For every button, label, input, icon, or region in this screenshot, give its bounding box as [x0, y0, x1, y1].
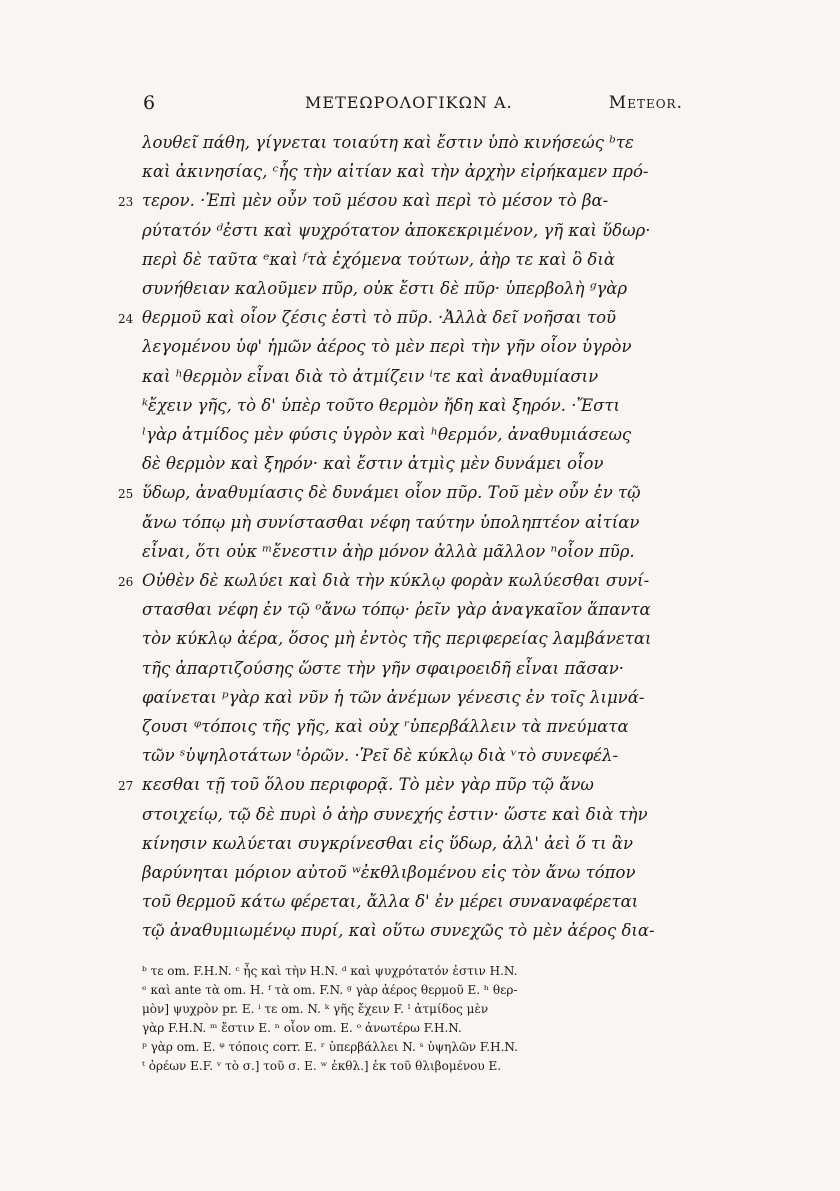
text-line: στασθαι νέφη ἐν τῷ ᵒἄνω τόπῳ· ῥεῖν γὰρ ἀναγκαῖον ἅπαντα — [142, 600, 651, 620]
text-line: τὸν κύκλῳ ἀέρα, ὅσος μὴ ἐντὸς τῆς περιφερείας λαμβάνεται — [142, 629, 652, 649]
text-line: λουθεῖ πάθη, γίγνεται τοιαύτη καὶ ἔστιν ὑπὸ κινήσεώς ᵇτε — [142, 133, 634, 152]
line-number — [118, 595, 142, 625]
text-line: λεγομένου ὑφ' ἡμῶν ἀέρος τὸ μὲν περὶ τὴν γῆν οἷον ὑγρὸν — [142, 337, 632, 357]
running-title: ΜΕΤΕΩΡΟΛΟΓΙΚΩΝ Α. — [305, 93, 513, 112]
text-line: κίνησιν κωλύεται συγκρίνεσθαι εἰς ὕδωρ, ἀλλ' ἀεὶ ὅ τι ἂν — [142, 833, 634, 853]
line-number — [118, 391, 142, 421]
line-number — [118, 829, 142, 859]
apparatus-line: ᵇ τε om. F.H.N. ᶜ ἧς καὶ τὴν H.N. ᵈ καὶ ψυχρότατόν ἐστιν H.N. — [142, 964, 518, 978]
text-line: εἶναι, ὅτι οὐκ ᵐἔνεστιν ἀὴρ μόνον ἀλλὰ μᾶλλον ⁿοἷον πῦρ. — [142, 541, 635, 561]
text-line: τῆς ἀπαρτιζούσης ὥστε τὴν γῆν σφαιροειδῆ εἶναι πᾶσαν· — [142, 658, 625, 678]
line-number — [118, 245, 142, 275]
text-line: ˡγὰρ ἀτμίδος μὲν φύσις ὑγρὸν καὶ ʰθερμόν, ἀναθυμιάσεως — [142, 425, 632, 444]
line-number — [118, 362, 142, 392]
line-number — [118, 741, 142, 771]
line-number — [118, 420, 142, 450]
text-line: στοιχείῳ, τῷ δὲ πυρὶ ὁ ἀὴρ συνεχής ἐστιν· ὥστε καὶ διὰ τὴν — [142, 804, 648, 824]
text-line: τερον. ·Ἐπὶ μὲν οὖν τοῦ μέσου καὶ περὶ τὸ μέσον τὸ βα- — [142, 191, 609, 211]
text-line: Οὐθὲν δὲ κωλύει καὶ διὰ τὴν κύκλῳ φορὰν κωλύεσθαι συνί- — [142, 571, 650, 590]
line-number — [118, 654, 142, 684]
line-number: 26 — [118, 575, 134, 589]
line-number — [118, 128, 142, 158]
line-number — [118, 216, 142, 246]
text-line: βαρύνηται μόριον αὐτοῦ ʷἐκθλιβομένου εἰς τὸν ἄνω τόπον — [142, 863, 636, 882]
text-line: τοῦ θερμοῦ κάτω φέρεται, ἄλλα δ' ἐν μέρει συναναφέρεται — [142, 892, 639, 912]
line-number — [118, 683, 142, 713]
line-number — [118, 858, 142, 888]
line-number: 27 — [118, 779, 134, 794]
text-line: καὶ ἀκινησίας, ᶜἧς τὴν αἰτίαν καὶ τὴν ἀρχὴν εἰρήκαμεν πρό- — [142, 162, 649, 182]
text-line: συνήθειαν καλοῦμεν πῦρ, οὐκ ἔστι δὲ πῦρ· ὑπερβολὴ ᵍγὰρ — [142, 279, 628, 298]
page-header — [143, 92, 683, 122]
apparatus-line: ᵉ καὶ ante τὰ om. H. ᶠ τὰ om. F.N. ᵍ γὰρ ἀέρος θερμοῦ E. ʰ θερ- — [142, 983, 518, 997]
text-line: ἄνω τόπῳ μὴ συνίστασθαι νέφη ταύτην ὑποληπτέον αἰτίαν — [142, 512, 640, 532]
line-number: 24 — [118, 312, 134, 327]
apparatus-line: ᵖ γὰρ om. E. ᵠ τόποις corr. E. ʳ ὑπερβάλλει N. ˢ ὑψηλῶν F.H.N. — [142, 1040, 518, 1054]
text-line: τῶν ˢὑψηλοτάτων ᵗὀρῶν. ·Ῥεῖ δὲ κύκλῳ διὰ ᵛτὸ συνεφέλ- — [142, 746, 619, 766]
line-number — [118, 537, 142, 567]
text-line: ζουσι ᵠτόποις τῆς γῆς, καὶ οὐχ ʳὑπερβάλλειν τὰ πνεύματα — [142, 717, 629, 736]
line-number — [118, 887, 142, 917]
text-line: ᵏἔχειν γῆς, τὸ δ' ὑπὲρ τοῦτο θερμὸν ἤδη καὶ ξηρόν. ·Ἔστι — [142, 395, 620, 415]
line-number: 25 — [118, 487, 134, 502]
line-number: 23 — [118, 195, 134, 210]
text-line: ὕδωρ, ἀναθυμίασις δὲ δυνάμει οἷον πῦρ. Τοῦ μὲν οὖν ἐν τῷ — [142, 483, 641, 503]
running-short-title: Meteor. — [608, 93, 683, 113]
line-number — [118, 157, 142, 187]
apparatus-line: ᵗ ὀρέων E.F. ᵛ τὸ σ.] τοῦ σ. E. ʷ ἐκθλ.] ἐκ τοῦ θλιβομένου E. — [142, 1059, 502, 1073]
line-number — [118, 508, 142, 538]
text-line: ρύτατόν ᵈἐστι καὶ ψυχρότατον ἀποκεκριμένον, γῆ καὶ ὕδωρ· — [142, 220, 651, 240]
text-line: τῷ ἀναθυμιωμένῳ πυρί, καὶ οὕτω συνεχῶς τὸ μὲν ἀέρος δια- — [142, 921, 655, 941]
line-number — [118, 332, 142, 362]
line-number — [118, 624, 142, 654]
line-number — [118, 712, 142, 742]
text-line: δὲ θερμὸν καὶ ξηρόν· καὶ ἔστιν ἀτμὶς μὲν δυνάμει οἷον — [142, 454, 604, 474]
apparatus-line: μὸν] ψυχρὸν pr. E. ⁱ τε om. N. ᵏ γῆς ἔχειν F. ˡ ἀτμίδος μὲν — [142, 1002, 489, 1016]
apparatus-line: γὰρ F.H.N. ᵐ ἔστιν E. ⁿ οἷον om. E. ᵒ ἀνωτέρω F.H.N. — [142, 1021, 462, 1035]
line-number — [118, 449, 142, 479]
line-number — [118, 274, 142, 304]
text-line: περὶ δὲ ταῦτα ᵉκαὶ ᶠτὰ ἐχόμενα τούτων, ἀὴρ τε καὶ ὃ διὰ — [142, 249, 615, 269]
text-line: θερμοῦ καὶ οἷον ζέσις ἐστὶ τὸ πῦρ. ·Ἀλλὰ δεῖ νοῆσαι τοῦ — [142, 308, 617, 328]
line-number — [118, 800, 142, 830]
text-line: φαίνεται ᵖγὰρ καὶ νῦν ἡ τῶν ἀνέμων γένεσις ἐν τοῖς λιμνά- — [142, 687, 645, 707]
text-line: καὶ ʰθερμὸν εἶναι διὰ τὸ ἀτμίζειν ⁱτε καὶ ἀναθυμίασιν — [142, 366, 599, 386]
page-number: 6 — [143, 92, 156, 114]
text-line: κεσθαι τῇ τοῦ ὅλου περιφορᾷ. Τὸ μὲν γὰρ πῦρ τῷ ἄνω — [142, 775, 594, 795]
line-number — [118, 916, 142, 946]
